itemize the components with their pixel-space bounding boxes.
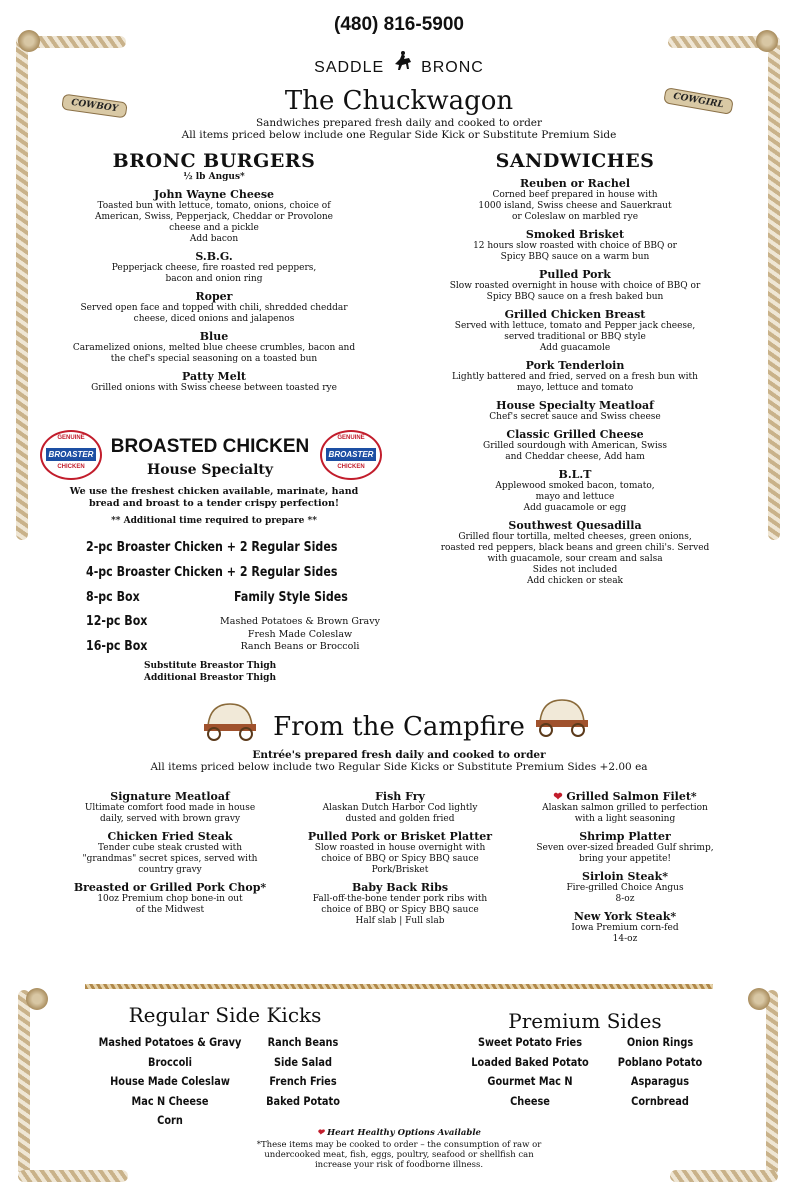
menu-item-name — [515, 910, 735, 923]
menu-item-title: Patty Melt — [182, 370, 246, 383]
side-item: Cornbread — [631, 1093, 689, 1108]
logo-right-text: BRONC — [421, 59, 484, 76]
sandwiches-column — [420, 150, 730, 587]
menu-item-desc: 8-oz — [615, 894, 635, 904]
menu-item-desc: roasted red peppers, black beans and green chili's. Served — [440, 543, 710, 553]
menu-item-desc: Slow roasted overnight in house with choice of BBQ or — [449, 281, 701, 291]
badge-mid-text: BROASTER — [46, 448, 96, 461]
regular-sides-col1 — [80, 1033, 260, 1131]
menu-item-name — [420, 268, 730, 281]
disclaimer-3: increase your risk of foodborne illness. — [314, 1160, 484, 1170]
rope-bottom-right — [670, 1170, 778, 1182]
premium-sides-col2 — [605, 1033, 715, 1111]
side-item: Asparagus — [630, 1074, 690, 1088]
menu-item-desc: 12 hours slow roasted with choice of BBQ or — [473, 241, 677, 251]
menu-item-desc: Caramelized onions, melted blue cheese crumbles, bacon and — [72, 343, 356, 353]
side-item: Mac N Cheese — [131, 1093, 209, 1108]
chicken-line-8pc: 8-pc Box — [86, 590, 140, 605]
burgers-column — [40, 150, 388, 394]
menu-item-desc: Tender cube steak crusted with — [97, 843, 243, 853]
cowboy-sign-text: COWBOY — [70, 97, 119, 115]
chicken-substitute: Substitute Breastor Thigh — [144, 661, 277, 671]
chicken-title: BROASTED CHICKEN — [110, 436, 310, 457]
campfire-column-2 — [290, 785, 510, 927]
menu-item-title: Fish Fry — [375, 790, 425, 803]
heart-icon: ❤ — [317, 1128, 325, 1138]
menu-item-title: Reuben or Rachel — [519, 177, 630, 190]
side-item: French Fries — [269, 1074, 337, 1088]
rope-bottom-left — [18, 1170, 128, 1182]
menu-item-desc: Add guacamole — [539, 343, 611, 353]
menu-item-desc: Spicy BBQ sauce on a warm bun — [500, 252, 650, 262]
chicken-line-2pc: 2-pc Broaster Chicken + 2 Regular Sides — [86, 540, 338, 555]
menu-item-desc: Grilled sourdough with American, Swiss — [483, 441, 667, 451]
badge-bottom-text: CHICKEN — [57, 464, 85, 470]
menu-item-name — [60, 881, 280, 894]
regular-sides-title: Regular Side Kicks — [128, 1003, 322, 1027]
side-item: House Made Coleslaw — [110, 1074, 230, 1088]
menu-item-title: Chicken Fried Steak — [107, 830, 233, 843]
family-style-items — [190, 616, 410, 654]
menu-item-desc: Add chicken or steak — [526, 576, 624, 586]
menu-item-name — [60, 830, 280, 843]
sandwiches-title: SANDWICHES — [495, 150, 655, 172]
family-item: Mashed Potatoes & Brown Gravy — [220, 616, 380, 627]
chicken-line-12pc: 12-pc Box — [86, 614, 148, 629]
menu-item-desc: Half slab | Full slab — [355, 916, 445, 926]
premium-sides-title: Premium Sides — [508, 1009, 662, 1033]
bucking-horse-icon — [390, 50, 416, 77]
menu-item-title: Sirloin Steak* — [582, 870, 668, 883]
menu-item-desc: Toasted bun with lettuce, tomato, onions, choice of — [97, 201, 331, 211]
chicken-desc-1: We use the freshest chicken available, marinate, hand — [69, 486, 359, 497]
menu-item-desc: Sides not included — [532, 565, 618, 575]
menu-item-name — [290, 830, 510, 843]
burgers-note: ½ lb Angus* — [183, 172, 245, 182]
menu-item-name — [420, 359, 730, 372]
side-item: Sweet Potato Fries — [477, 1035, 583, 1049]
menu-item-title: John Wayne Cheese — [153, 188, 275, 201]
heart-icon: ❤ — [553, 790, 567, 803]
campfire-subtitle-1: Entrée's prepared fresh daily and cooked to order — [252, 749, 546, 761]
menu-item-desc: Pork/Brisket — [371, 865, 429, 875]
side-item: Baked Potato — [266, 1093, 340, 1108]
menu-item-title: Pork Tenderloin — [525, 359, 625, 372]
menu-item-title: Southwest Quesadilla — [508, 519, 642, 532]
menu-item-desc: Pepperjack cheese, fire roasted red peppers, — [111, 263, 317, 273]
family-item: Ranch Beans or Broccoli — [240, 641, 360, 652]
menu-item-name — [40, 290, 388, 303]
menu-item-desc: daily, served with brown gravy — [99, 814, 241, 824]
menu-item-name — [420, 308, 730, 321]
menu-item-desc: mayo and lettuce — [535, 492, 615, 502]
saddle-bronc-logo — [0, 50, 798, 77]
menu-item-name — [515, 830, 735, 843]
premium-sides-col1 — [455, 1033, 605, 1111]
phone-number: (480) 816-5900 — [334, 14, 464, 35]
family-item: Fresh Made Coleslaw — [247, 628, 353, 640]
menu-item-title: B.L.T — [558, 468, 592, 481]
chicken-desc-2: bread and broast to a tender crispy perfection! — [88, 498, 340, 509]
menu-item-name — [420, 428, 730, 441]
disclaimer-2: undercooked meat, fish, eggs, poultry, seafood or shellfish can — [264, 1150, 534, 1160]
menu-item-desc: Fire-grilled Choice Angus — [566, 883, 684, 893]
menu-item-desc: Grilled onions with Swiss cheese between toasted rye — [91, 383, 337, 393]
menu-item-desc: the chef's special seasoning on a toasted bun — [110, 354, 318, 364]
menu-item-desc: Applewood smoked bacon, tomato, — [495, 481, 655, 491]
side-item: Mashed Potatoes & Gravy — [98, 1035, 242, 1049]
side-item: Gourmet Mac N Cheese — [487, 1074, 573, 1108]
menu-item-title: New York Steak* — [573, 910, 677, 923]
menu-item-name — [290, 790, 510, 803]
chicken-line-4pc: 4-pc Broaster Chicken + 2 Regular Sides — [86, 565, 338, 580]
menu-item-desc: or Coleslaw on marbled rye — [511, 212, 639, 222]
heart-healthy-note — [0, 1128, 798, 1138]
family-style-title: Family Style Sides — [234, 590, 348, 605]
side-item: Corn — [157, 1113, 183, 1127]
menu-item-desc: American, Swiss, Pepperjack, Cheddar or Provolone — [94, 212, 333, 222]
side-item: Poblano Potato — [617, 1054, 703, 1069]
chuckwagon-subtitle-1: Sandwiches prepared fresh daily and cooked to order — [255, 117, 543, 129]
side-item: Loaded Baked Potato — [471, 1054, 589, 1069]
disclaimer-1: *These items may be cooked to order – the consumption of raw or — [256, 1140, 542, 1150]
badge-top-text: GENUINE — [57, 435, 85, 441]
menu-item-desc: Grilled flour tortilla, melted cheeses, green onions, — [458, 532, 692, 542]
menu-item-desc: with a light seasoning — [574, 814, 676, 824]
rope-knot-icon — [748, 988, 770, 1010]
menu-item-name — [40, 188, 388, 201]
side-item: Broccoli — [147, 1054, 192, 1069]
menu-item-title: House Specialty Meatloaf — [496, 399, 654, 412]
menu-item-desc: Spicy BBQ sauce on a fresh baked bun — [486, 292, 664, 302]
menu-item-name — [420, 228, 730, 241]
chuckwagon-subtitle-2: All items priced below include one Regular Side Kick or Substitute Premium Side — [181, 129, 617, 141]
menu-item-title: Classic Grilled Cheese — [506, 428, 644, 441]
badge-mid-text: BROASTER — [326, 448, 376, 461]
menu-item-name — [40, 250, 388, 263]
rope-knot-icon — [26, 988, 48, 1010]
menu-item-title: Pulled Pork — [539, 268, 611, 281]
menu-item-title: Shrimp Platter — [579, 830, 671, 843]
chicken-prep-note: ** Additional time required to prepare ** — [111, 516, 317, 526]
menu-item-desc: Fall-off-the-bone tender pork ribs with — [312, 894, 488, 904]
menu-item-desc: Alaskan Dutch Harbor Cod lightly — [322, 803, 478, 813]
menu-item-desc: choice of BBQ or Spicy BBQ sauce — [321, 905, 479, 915]
menu-item-title: Blue — [199, 330, 229, 343]
section-divider — [85, 984, 713, 989]
burgers-title: BRONC BURGERS — [112, 150, 316, 172]
menu-item-title: Smoked Brisket — [525, 228, 625, 241]
menu-item-desc: country gravy — [138, 865, 202, 875]
menu-item-desc: served traditional or BBQ style — [504, 332, 646, 342]
menu-item-name — [40, 370, 388, 383]
menu-item-desc: 1000 island, Swiss cheese and Sauerkraut — [478, 201, 672, 211]
menu-item-name — [40, 330, 388, 343]
menu-item-desc: Ultimate comfort food made in house — [84, 803, 256, 813]
menu-item-title: Grilled Salmon Filet* — [566, 790, 697, 803]
menu-item-desc: Served open face and topped with chili, shredded cheddar — [80, 303, 348, 313]
regular-sides-col2 — [248, 1033, 358, 1111]
side-item: Ranch Beans — [267, 1035, 339, 1049]
chicken-additional: Additional Breastor Thigh — [144, 673, 276, 683]
menu-item-desc: 10oz Premium chop bone-in out — [97, 894, 243, 904]
menu-item-name — [290, 881, 510, 894]
campfire-title: From the Campfire — [273, 712, 525, 742]
menu-item-desc: Served with lettuce, tomato and Pepper jack cheese, — [454, 321, 696, 331]
menu-item-title: Roper — [195, 290, 233, 303]
menu-item-title: Signature Meatloaf — [110, 790, 230, 803]
chicken-line-16pc: 16-pc Box — [86, 639, 148, 654]
cowgirl-sign-text: COWGIRL — [672, 91, 725, 111]
menu-item-desc: Slow roasted in house overnight with — [314, 843, 486, 853]
menu-item-desc: Iowa Premium corn-fed — [571, 923, 679, 933]
side-item: Side Salad — [273, 1054, 333, 1069]
menu-item-title: S.B.G. — [195, 250, 233, 263]
menu-item-desc: cheese, diced onions and jalapenos — [133, 314, 295, 324]
menu-item-desc: and Cheddar cheese, Add ham — [505, 452, 645, 462]
menu-item-desc: dusted and golden fried — [345, 814, 455, 824]
menu-item-desc: with guacamole, sour cream and salsa — [487, 554, 663, 564]
menu-item-title: Baby Back Ribs — [351, 881, 449, 894]
logo-left-text: SADDLE — [314, 59, 385, 76]
menu-item-desc: bring your appetite! — [578, 854, 672, 864]
menu-item-desc: Corned beef prepared in house with — [492, 190, 658, 200]
menu-item-name — [60, 790, 280, 803]
menu-item-name — [420, 399, 730, 412]
menu-item-desc: Alaskan salmon grilled to perfection — [542, 803, 708, 813]
menu-item-desc: choice of BBQ or Spicy BBQ sauce — [321, 854, 479, 864]
menu-item-desc: "grandmas" secret spices, served with — [82, 854, 258, 864]
menu-item-desc: of the Midwest — [135, 905, 205, 915]
menu-item-desc: Add bacon — [189, 234, 239, 244]
campfire-column-3 — [515, 785, 735, 945]
menu-item-desc: bacon and onion ring — [165, 274, 263, 284]
campfire-subtitle-2: All items priced below include two Regular Side Kicks or Substitute Premium Sides +2.00 ea — [150, 761, 648, 773]
campfire-column-1 — [60, 785, 280, 916]
menu-item-title: Pulled Pork or Brisket Platter — [307, 830, 493, 843]
menu-item-desc: Add guacamole or egg — [523, 503, 627, 513]
side-item: Onion Rings — [626, 1035, 694, 1049]
menu-item-name — [420, 519, 730, 532]
heart-healthy-text: Heart Healthy Options Available — [327, 1128, 481, 1138]
menu-item-name — [515, 790, 735, 803]
menu-item-desc: mayo, lettuce and tomato — [516, 383, 634, 393]
menu-item-title: Grilled Chicken Breast — [504, 308, 646, 321]
chicken-subtitle: House Specialty — [146, 462, 274, 478]
menu-item-desc: cheese and a pickle — [169, 223, 259, 233]
menu-item-name — [420, 177, 730, 190]
badge-bottom-text: CHICKEN — [337, 464, 365, 470]
menu-item-desc: Lightly battered and fried, served on a fresh bun with — [452, 372, 698, 382]
menu-item-desc: Chef's secret sauce and Swiss cheese — [489, 412, 661, 422]
menu-item-desc: 14-oz — [612, 934, 638, 944]
menu-item-desc: Seven over-sized breaded Gulf shrimp, — [536, 843, 714, 853]
chuckwagon-title: The Chuckwagon — [284, 86, 514, 116]
badge-top-text: GENUINE — [337, 435, 365, 441]
menu-item-title: Breasted or Grilled Pork Chop* — [73, 881, 267, 894]
menu-item-name — [420, 468, 730, 481]
menu-item-name — [515, 870, 735, 883]
